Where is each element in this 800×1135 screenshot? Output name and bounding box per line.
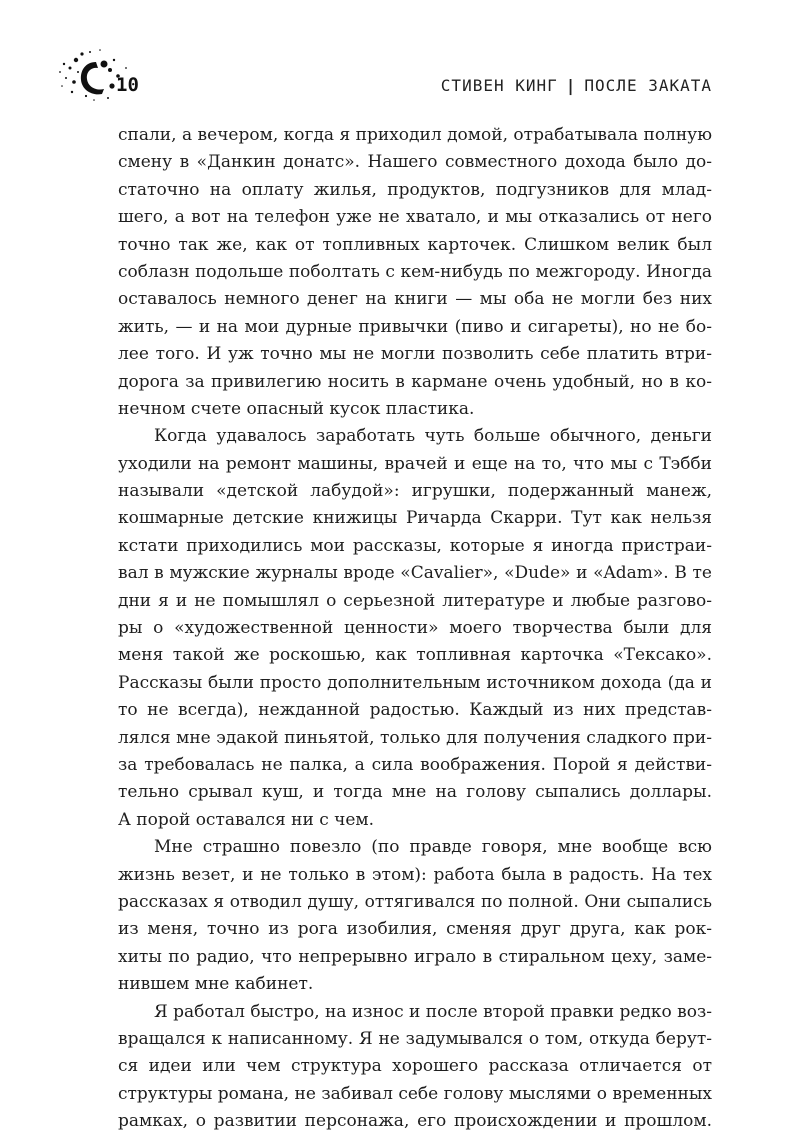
page-number: 10: [116, 74, 139, 96]
text-line: ся идеи или чем структура хорошего рассказа отличается от: [118, 1056, 712, 1077]
text-line: рассказах я отводил душу, оттягивался по полной. Они сыпались: [118, 891, 712, 912]
text-line: Когда удавалось заработать чуть больше обычного, деньги: [154, 426, 712, 447]
text-line: Мне страшно повезло (по правде говоря, мне вообще всю: [154, 837, 712, 858]
text-line: А порой оставался ни с чем.: [118, 809, 375, 830]
text-line: меня такой же роскошью, как топливная карточка «Тексако».: [118, 645, 712, 666]
book-title: ПОСЛЕ ЗАКАТА: [584, 76, 712, 95]
text-line: уходили на ремонт машины, врачей и еще на то, что мы с Тэбби: [118, 453, 712, 474]
text-line: нечном счете опасный кусок пластика.: [118, 398, 475, 419]
text-line: из меня, точно из рога изобилия, сменяя друг друга, как рок-: [118, 919, 712, 940]
text-line: спали, а вечером, когда я приходил домой, отрабатывала полную: [118, 125, 712, 145]
text-line: вращался к написанному. Я не задумывался о том, откуда берут-: [118, 1028, 712, 1049]
text-line: Рассказы были просто дополнительным источником дохода (да и: [118, 672, 712, 693]
text-line: ры о «художественной ценности» моего творчества были для: [118, 618, 712, 639]
text-line: смену в «Данкин донатс». Нашего совместного дохода было до-: [118, 152, 712, 173]
text-line: Я работал быстро, на износ и после второй правки редко воз-: [154, 1001, 712, 1022]
text-line: то не всегда), нежданной радостью. Каждый из них представ-: [118, 700, 712, 721]
text-line: жизнь везет, и не только в этом): работа была в радость. На тех: [118, 864, 712, 885]
text-line: точно так же, как от топливных карточек. Слишком велик был: [118, 234, 712, 255]
text-line: тельно срывал куш, и тогда мне на голову сыпались доллары.: [118, 782, 712, 803]
text-line: шего, а вот на телефон уже не хватало, и мы отказались от него: [118, 207, 712, 228]
text-line: структуры романа, не забивал себе голову мыслями о временных: [118, 1083, 712, 1104]
text-line: кошмарные детские книжицы Ричарда Скарри. Тут как нельзя: [118, 508, 712, 529]
text-line: дни я и не помышлял о серьезной литературе и любые разгово-: [118, 590, 712, 611]
body-text: [118, 122, 712, 1135]
text-line: дорога за привилегию носить в кармане очень удобный, но в ко-: [118, 371, 712, 392]
text-line: жить, — и на мои дурные привычки (пиво и сигареты), но не бо-: [118, 316, 712, 337]
text-line: оставалось немного денег на книги — мы оба не могли без них: [118, 289, 712, 310]
text-line: вал в мужские журналы вроде «Cavalier», «Dude» и «Adam». В те: [118, 563, 712, 584]
author-name: СТИВЕН КИНГ: [440, 76, 558, 95]
text-line: соблазн подольше поболтать с кем-нибудь по межгороду. Иногда: [118, 261, 712, 282]
text-line: рамках, о развитии персонажа, его происхождении и прошлом.: [118, 1111, 712, 1132]
text-line: кстати приходились мои рассказы, которые я иногда пристраи-: [118, 535, 712, 556]
running-head: [441, 76, 712, 95]
text-line: лялся мне эдакой пиньятой, только для получения сладкого при-: [118, 727, 712, 748]
text-line: называли «детской лабудой»: игрушки, подержанный манеж,: [118, 481, 712, 502]
text-line: за требовалась не палка, а сила воображения. Порой я действи-: [118, 754, 712, 775]
text-line: лее того. И уж точно мы не могли позволить себе платить втри-: [118, 344, 712, 365]
text-line: хиты по радио, что непрерывно играло в стиральном цеху, заме-: [118, 946, 712, 967]
header-separator: |: [565, 76, 577, 95]
text-line: нившем мне кабинет.: [118, 974, 314, 995]
text-line: статочно на оплату жилья, продуктов, подгузников для млад-: [118, 179, 712, 200]
page-header: [52, 68, 712, 104]
